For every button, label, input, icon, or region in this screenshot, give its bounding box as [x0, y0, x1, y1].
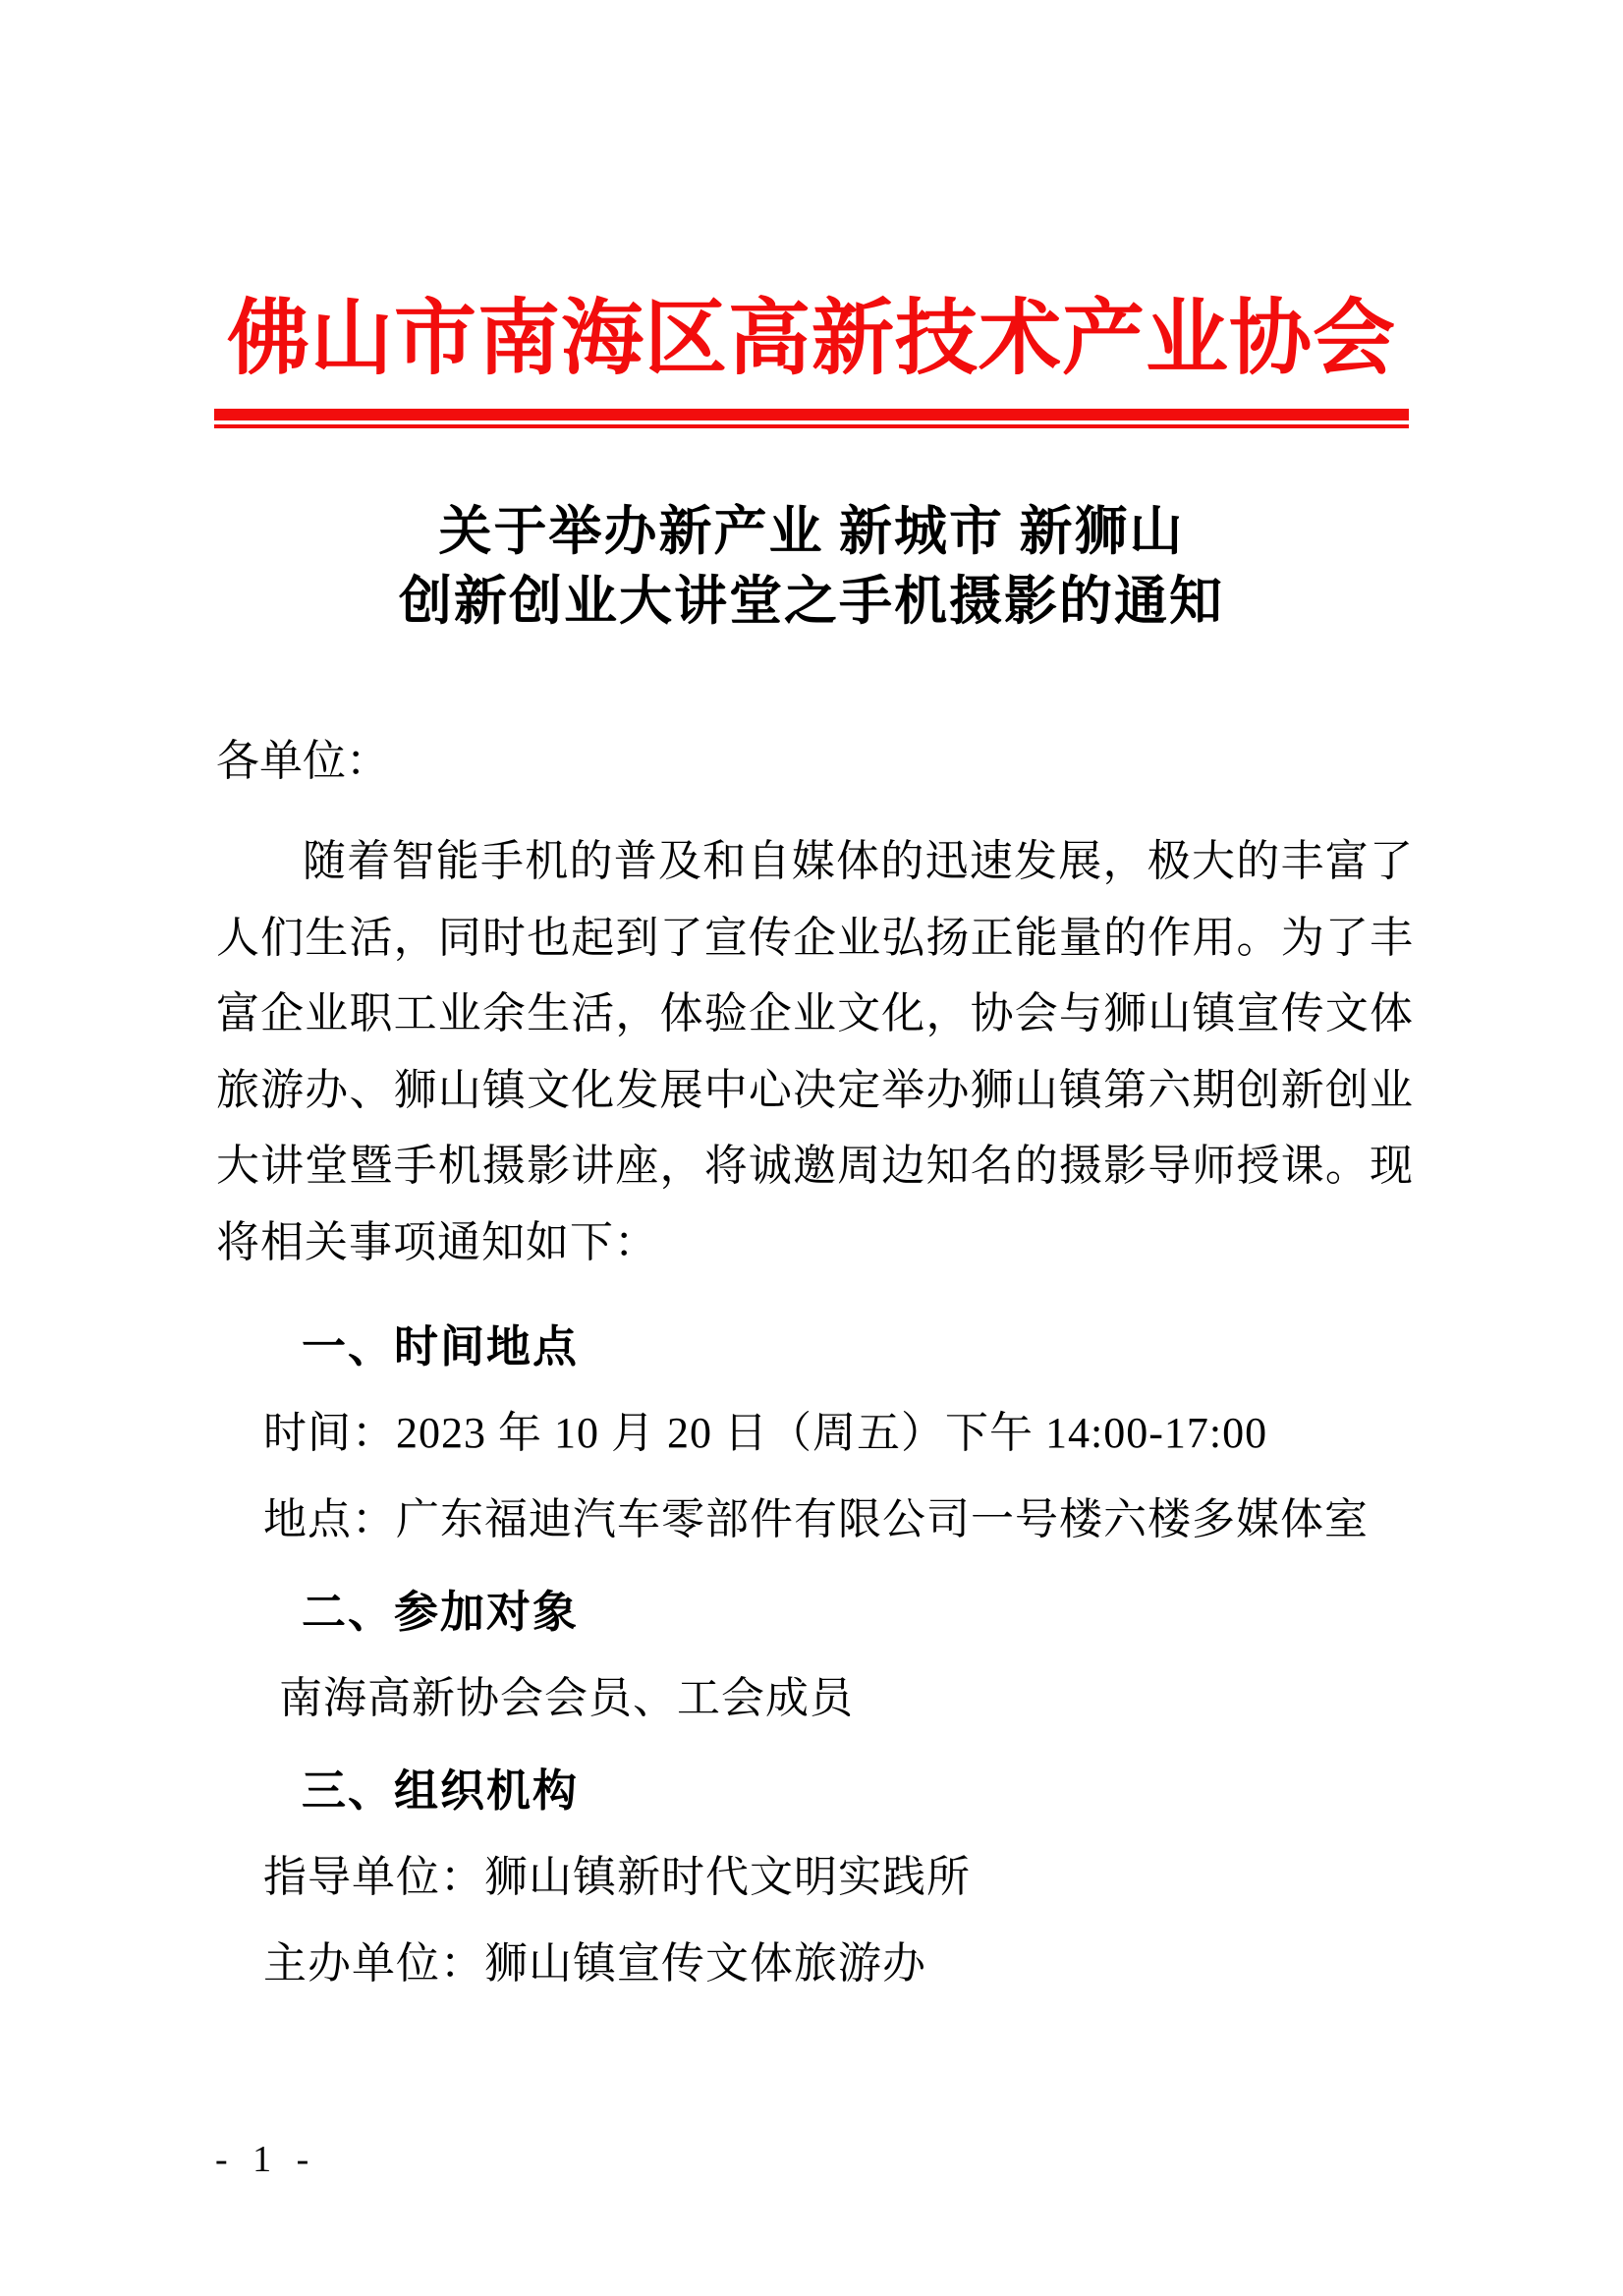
page-number: - 1 - [215, 2139, 317, 2180]
letterhead [0, 0, 1623, 428]
notice-title [0, 497, 1623, 637]
intro-paragraph: 随着智能手机的普及和自媒体的迅速发展，极大的丰富了人们生活，同时也起到了宣传企业弘扬正能量的作用。为了丰富企业职工业余生活，体验企业文化，协会与狮山镇宣传文体旅游办、狮山镇文化发展中心决定举办狮山镇第六期创新创业大讲堂暨手机摄影讲座，将诚邀周边知名的摄影导师授课。现将相关事项通知如下： [216, 837, 1414, 1266]
letterhead-divider-thin-line [214, 424, 1409, 428]
section-1-item-time: 时间：2023 年 10 月 20 日（周五）下午 14:00-17:00 [263, 1409, 1268, 1457]
section-3-heading: 三、组织机构 [302, 1765, 580, 1816]
notice-title-line-1: 关于举办新产业 新城市 新狮山 [438, 502, 1185, 561]
section-1-item-location: 地点：广东福迪汽车零部件有限公司一号楼六楼多媒体室 [263, 1495, 1369, 1543]
section-1-heading: 一、时间地点 [302, 1321, 580, 1372]
notice-body [0, 737, 1623, 1989]
salutation: 各单位： [216, 737, 389, 785]
letterhead-divider-thick-line [214, 409, 1409, 420]
section-3-item-guidance-unit: 指导单位：狮山镇新时代文明实践所 [263, 1853, 971, 1901]
section-2-item-audience: 南海高新协会会员、工会成员 [279, 1674, 854, 1722]
letterhead-org-name: 佛山市南海区高新技术产业协会 [226, 294, 1396, 385]
section-2-heading: 二、参加对象 [302, 1587, 580, 1637]
section-3-item-host-unit: 主办单位：狮山镇宣传文体旅游办 [263, 1939, 926, 1988]
letterhead-divider [214, 409, 1409, 428]
notice-title-line-2: 创新创业大讲堂之手机摄影的通知 [399, 572, 1224, 631]
